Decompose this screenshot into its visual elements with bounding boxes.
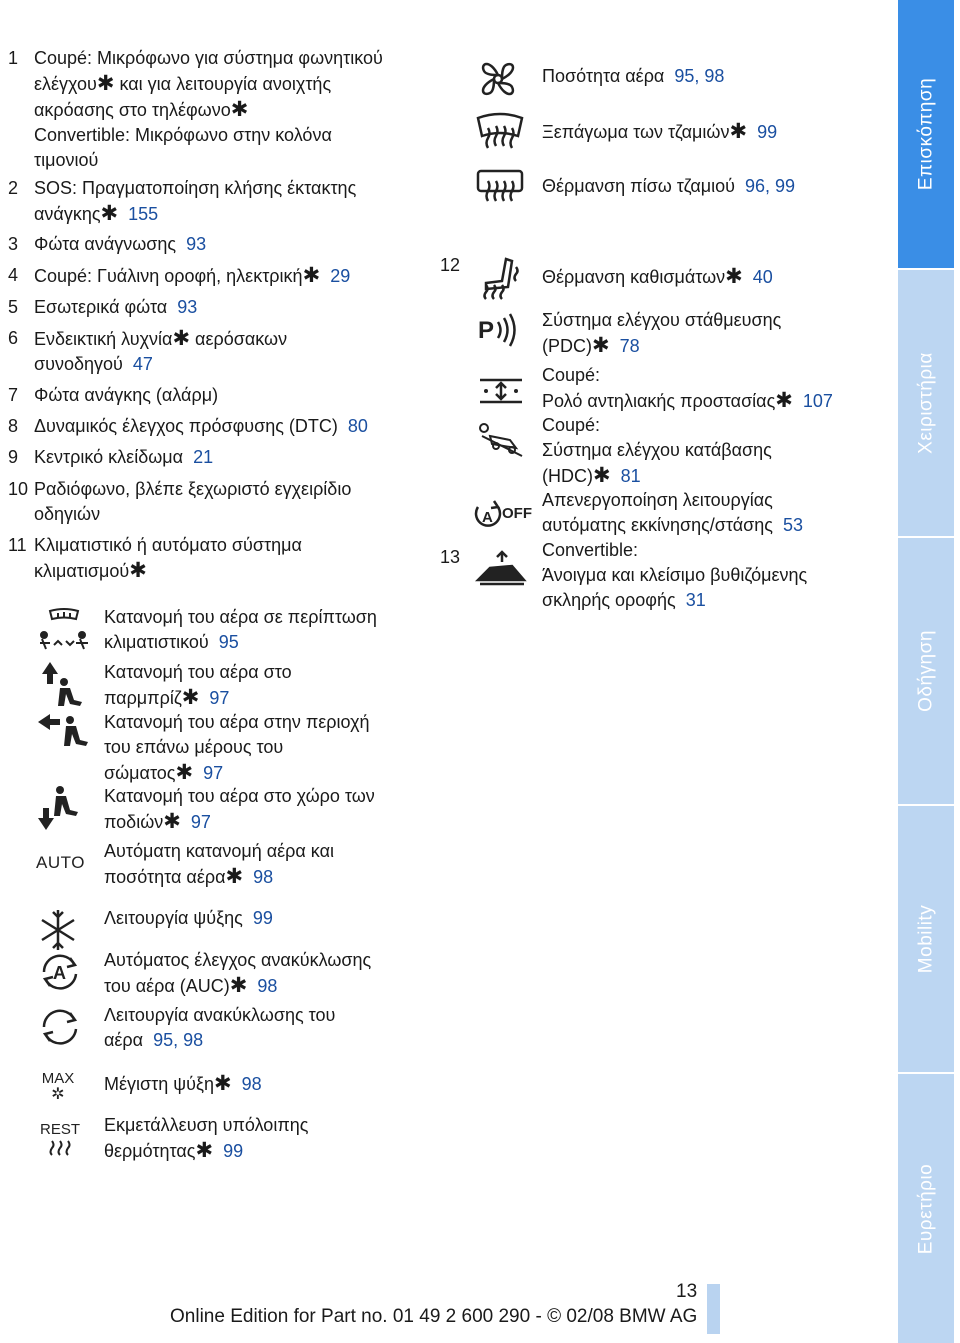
- right-item: [542, 363, 872, 414]
- svg-text:A: A: [482, 509, 493, 526]
- item-line: Σύστημα ελέγχου κατάβασης: [542, 440, 772, 460]
- item-line: Coupé:: [542, 365, 601, 385]
- windshield-defrost-icon: [472, 110, 532, 158]
- item-line: Αυτόματη κατανομή αέρα και: [104, 841, 334, 861]
- page-ref-link[interactable]: 95: [218, 632, 239, 652]
- item-line: SOS: Πραγματοποίηση κλήσης έκτακτης: [34, 178, 357, 198]
- page-marker: [707, 1284, 720, 1334]
- page-ref-link[interactable]: 31: [685, 590, 706, 610]
- item-line: Ποσότητα αέρα: [542, 66, 665, 86]
- max-cooling-icon: MAX ✲: [41, 1070, 75, 1103]
- item-line: Convertible:: [542, 540, 639, 560]
- item-line: Άνοιγμα και κλείσιμο βυθιζόμενης: [542, 565, 808, 585]
- item-number: 4: [8, 265, 19, 285]
- page-ref-link[interactable]: 97: [209, 688, 230, 708]
- page-ref-link[interactable]: 107: [802, 391, 833, 411]
- item-line: Φώτα ανάγνωσης: [34, 234, 177, 254]
- page-ref-link[interactable]: 98: [257, 976, 278, 996]
- page-ref-link[interactable]: 97: [190, 812, 211, 832]
- item-number: 5: [8, 297, 19, 317]
- sunblind-icon: [472, 368, 532, 416]
- item-line: Κατανομή του αέρα στο: [104, 662, 292, 682]
- page-ref-link[interactable]: 93: [186, 234, 207, 254]
- page-ref-link[interactable]: 78: [619, 336, 640, 356]
- page-ref-link[interactable]: 99: [757, 122, 778, 142]
- item-line: ελέγχου✱ και για λειτουργία ανοιχτής: [34, 72, 332, 95]
- item-line: ακρόασης στο τηλέφωνο✱: [34, 98, 249, 121]
- tab-index[interactable]: Ευρετήριο: [898, 1074, 954, 1343]
- snowflake-icon: [36, 906, 92, 954]
- auc-recirculation-icon: [36, 948, 92, 996]
- fan-icon: [472, 55, 532, 103]
- auto-icon: AUTO: [36, 853, 85, 872]
- footer-text: Online Edition for Part no. 01 49 2 600 290 - © 02/08 BMW AG: [170, 1306, 698, 1327]
- item-line: Θέρμανση πίσω τζαμιού: [542, 176, 735, 196]
- item-line: ποσότητα αέρα✱: [104, 865, 244, 888]
- item-line: ανάγκης✱: [34, 202, 119, 225]
- page-ref-link[interactable]: 98: [253, 867, 274, 887]
- right-item: [542, 308, 872, 359]
- right-item: [542, 264, 872, 290]
- page-ref-link[interactable]: 98: [241, 1074, 262, 1094]
- upper-body-airflow-icon: [36, 710, 92, 758]
- page-ref-link[interactable]: 99: [252, 908, 273, 928]
- item-line: Ρολό αντηλιακής προστασίας✱: [542, 389, 793, 412]
- page-ref-link[interactable]: 155: [128, 204, 159, 224]
- item-line: Ενδεικτική λυχνία✱ αερόσακων: [34, 327, 288, 350]
- item-line: Φώτα ανάγκης (αλάρμ): [34, 385, 219, 405]
- item-number: 7: [8, 385, 19, 405]
- right-item: [542, 64, 872, 89]
- item-number: 1: [8, 48, 19, 68]
- item-line: Coupé:: [542, 415, 601, 435]
- right-item: [542, 119, 872, 145]
- footwell-airflow-icon: [36, 784, 92, 832]
- item-line: ποδιών✱: [104, 810, 181, 833]
- residual-heat-icon: REST: [36, 1113, 84, 1161]
- page-ref-link[interactable]: 21: [193, 447, 214, 467]
- item-line: τιμονιού: [34, 150, 99, 170]
- item-number: 6: [8, 328, 19, 348]
- item-number: 12: [440, 255, 461, 275]
- tab-overview[interactable]: Επισκόπηση: [898, 0, 954, 268]
- item-number: 13: [440, 547, 461, 567]
- item-line: αέρα: [104, 1030, 144, 1050]
- item-line: κλιματιστικού: [104, 632, 209, 652]
- item-line: Convertible: Μικρόφωνο στην κολόνα: [34, 125, 332, 145]
- item-line: Ραδιόφωνο, βλέπε ξεχωριστό εγχειρίδιο: [34, 479, 352, 499]
- rear-window-defrost-icon: [472, 165, 532, 213]
- item-line: Μέγιστη ψύξη✱: [104, 1072, 232, 1095]
- item-line: θερμότητας✱: [104, 1139, 214, 1162]
- item-line: Δυναμικός έλεγχος πρόσφυσης (DTC): [34, 416, 338, 436]
- item-line: του επάνω μέρους του: [104, 737, 284, 757]
- item-line: Εσωτερικά φώτα: [34, 297, 168, 317]
- page-ref-link[interactable]: 29: [330, 266, 351, 286]
- item-number: 3: [8, 234, 19, 254]
- page-ref-link[interactable]: 47: [132, 354, 153, 374]
- right-item: [542, 488, 872, 538]
- page-ref-link[interactable]: 53: [782, 515, 803, 535]
- right-item: [542, 174, 872, 199]
- page-ref-link[interactable]: 80: [347, 416, 368, 436]
- item-line: Κατανομή του αέρα σε περίπτωση: [104, 607, 377, 627]
- tab-mobility[interactable]: Mobility: [898, 806, 954, 1072]
- ac-air-distribution-icon: [36, 605, 92, 653]
- item-number: 2: [8, 178, 19, 198]
- item-line: συνοδηγού: [34, 354, 123, 374]
- item-line: (PDC)✱: [542, 334, 610, 357]
- page-ref-link[interactable]: 40: [752, 267, 773, 287]
- item-line: Κλιματιστικό ή αυτόματο σύστημα: [34, 535, 302, 555]
- page-ref-link[interactable]: 99: [223, 1141, 244, 1161]
- item-number: 10: [8, 479, 29, 499]
- item-line: σώματος✱: [104, 761, 194, 784]
- recirculation-icon: [36, 1003, 92, 1051]
- item-line: του αέρα (AUC)✱: [104, 974, 248, 997]
- item-line: (HDC)✱: [542, 464, 611, 487]
- right-item: [542, 413, 872, 489]
- item-line: Λειτουργία ψύξης: [104, 908, 243, 928]
- item-number: 9: [8, 447, 19, 467]
- page-ref-link[interactable]: 81: [620, 466, 641, 486]
- item-number: 8: [8, 416, 19, 436]
- windshield-airflow-icon: [36, 660, 92, 708]
- convertible-top-icon: [472, 548, 532, 596]
- svg-text:A: A: [53, 963, 66, 983]
- tab-controls[interactable]: Χειριστήρια: [898, 270, 954, 536]
- item-line: παρμπρίζ✱: [104, 686, 200, 709]
- auto-start-stop-off-icon: A OFF: [472, 495, 534, 543]
- item-line: Coupé: Γυάλινη οροφή, ηλεκτρική✱: [34, 264, 321, 287]
- page-ref-link[interactable]: 97: [203, 763, 224, 783]
- item-line: Κεντρικό κλείδωμα: [34, 447, 184, 467]
- item-line: Κατανομή του αέρα στο χώρο των: [104, 786, 375, 806]
- page-ref-link[interactable]: 96, 99: [744, 176, 796, 196]
- item-line: Αυτόματος έλεγχος ανακύκλωσης: [104, 950, 372, 970]
- section-tabs: [898, 0, 954, 1343]
- item-line: Σύστημα ελέγχου στάθμευσης: [542, 310, 782, 330]
- item-number: 11: [8, 535, 27, 555]
- item-line: Λειτουργία ανακύκλωσης του: [104, 1005, 336, 1025]
- seat-heating-icon: [472, 255, 532, 303]
- item-line: Coupé: Μικρόφωνο για σύστημα φωνητικού: [34, 48, 383, 68]
- right-item: [542, 538, 872, 613]
- page-number: 13: [676, 1281, 698, 1302]
- item-line: σκληρής οροφής: [542, 590, 676, 610]
- item-line: Θέρμανση καθισμάτων✱: [542, 265, 743, 288]
- page-ref-link[interactable]: 95, 98: [674, 66, 725, 86]
- item-line: κλιματισμού✱: [34, 559, 147, 582]
- tab-driving[interactable]: Οδήγηση: [898, 538, 954, 804]
- hdc-icon: [472, 420, 532, 468]
- item-line: Απενεργοποίηση λειτουργίας: [542, 490, 773, 510]
- item-line: Ξεπάγωμα των τζαμιών✱: [542, 120, 748, 143]
- svg-text:P: P: [478, 317, 495, 344]
- item-line: αυτόματης εκκίνησης/στάσης: [542, 515, 773, 535]
- item-line: Εκμετάλλευση υπόλοιπης: [104, 1115, 309, 1135]
- page-ref-link[interactable]: 95, 98: [153, 1030, 204, 1050]
- pdc-icon: [472, 308, 532, 356]
- item-line: οδηγιών: [34, 504, 101, 524]
- item-line: Κατανομή του αέρα στην περιοχή: [104, 712, 370, 732]
- page-ref-link[interactable]: 93: [177, 297, 198, 317]
